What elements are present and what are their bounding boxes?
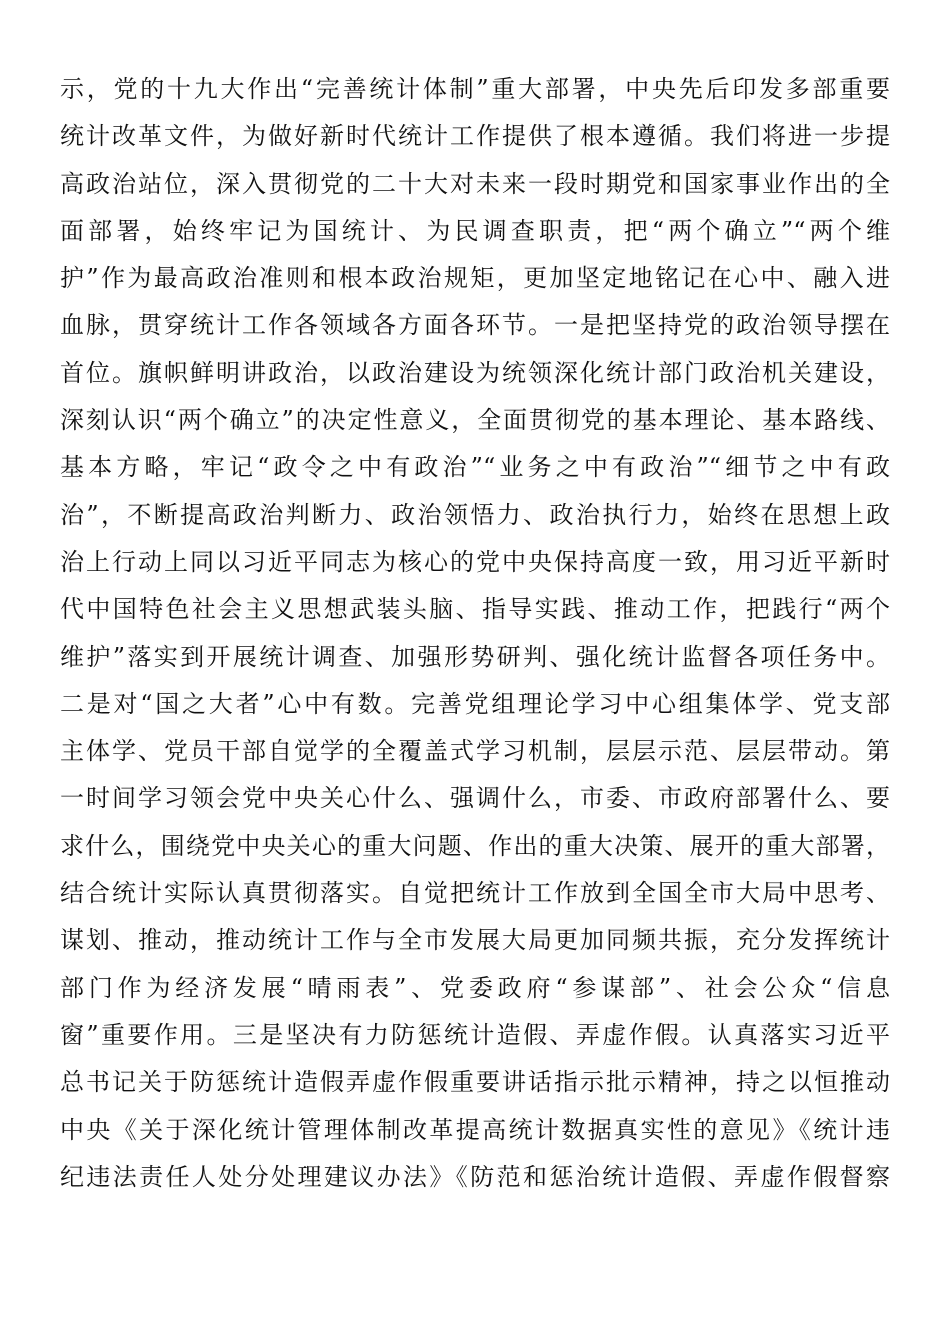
text-line: 中央《关于深化统计管理体制改革提高统计数据真实性的意见》《统计违 [60,1115,890,1144]
text-line: 总书记关于防惩统计造假弄虚作假重要讲话指示批示精神，持之以恒推动 [60,1068,890,1097]
body-text [60,66,890,1201]
text-line: 高政治站位，深入贯彻党的二十大对未来一段时期党和国家事业作出的全 [60,169,890,198]
text-line: 谋划、推动，推动统计工作与全市发展大局更加同频共振，充分发挥统计 [60,926,890,955]
text-line: 结合统计实际认真贯彻落实。自觉把统计工作放到全国全市大局中思考、 [60,879,890,908]
text-line: 示，党的十九大作出“完善统计体制”重大部署，中央先后印发多部重要 [60,75,890,103]
text-line: 深刻认识“两个确立”的决定性意义，全面贯彻党的基本理论、基本路线、 [60,406,890,435]
text-line: 一时间学习领会党中央关心什么、强调什么，市委、市政府部署什么、要 [60,784,890,813]
text-line: 面部署，始终牢记为国统计、为民调查职责，把“两个确立”“两个维 [60,216,890,245]
text-line: 部门作为经济发展“晴雨表”、党委政府“参谋部”、社会公众“信息 [60,973,890,1002]
text-line: 二是对“国之大者”心中有数。完善党组理论学习中心组集体学、党支部 [60,689,890,718]
text-line: 纪违法责任人处分处理建议办法》《防范和惩治统计造假、弄虚作假督察 [60,1162,890,1191]
text-line: 基本方略，牢记“政令之中有政治”“业务之中有政治”“细节之中有政 [60,453,890,482]
text-line: 窗”重要作用。三是坚决有力防惩统计造假、弄虚作假。认真落实习近平 [60,1020,890,1049]
text-line: 血脉，贯穿统计工作各领域各方面各环节。一是把坚持党的政治领导摆在 [60,311,890,340]
text-line: 维护”落实到开展统计调查、加强形势研判、强化统计监督各项任务中。 [60,642,890,671]
text-line: 统计改革文件，为做好新时代统计工作提供了根本遵循。我们将进一步提 [60,122,890,151]
text-line: 护”作为最高政治准则和根本政治规矩，更加坚定地铭记在心中、融入进 [60,264,890,293]
text-line: 主体学、党员干部自觉学的全覆盖式学习机制，层层示范、层层带动。第 [60,737,890,766]
text-line: 代中国特色社会主义思想武装头脑、指导实践、推动工作，把践行“两个 [60,595,890,624]
text-line: 治上行动上同以习近平同志为核心的党中央保持高度一致，用习近平新时 [60,547,890,576]
text-line: 首位。旗帜鲜明讲政治，以政治建设为统领深化统计部门政治机关建设， [60,358,890,387]
text-line: 求什么，围绕党中央关心的重大问题、作出的重大决策、展开的重大部署， [60,831,890,860]
text-line: 治”，不断提高政治判断力、政治领悟力、政治执行力，始终在思想上政 [60,500,890,529]
